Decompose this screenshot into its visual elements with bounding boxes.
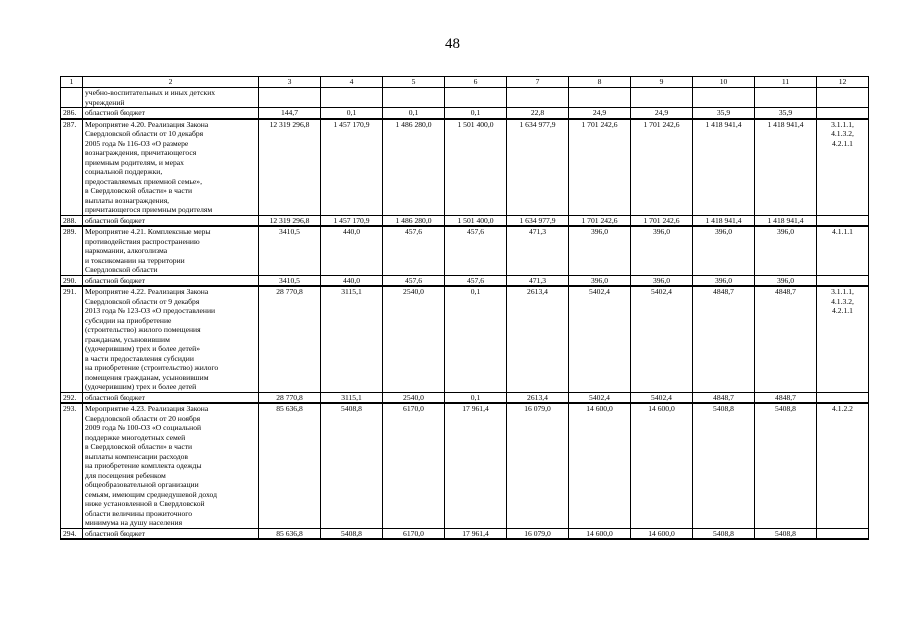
amount-cell <box>755 88 817 108</box>
amount-cell <box>631 88 693 108</box>
amount-cell: 1 501 400,0 <box>445 119 507 216</box>
amount-cell: 1 418 941,4 <box>693 119 755 216</box>
amount-cell: 5402,4 <box>631 392 693 403</box>
amount-cell: 17 961,4 <box>445 403 507 528</box>
budget-row <box>61 392 869 403</box>
amount-cell: 6170,0 <box>383 528 445 539</box>
row-number: 294. <box>61 528 83 539</box>
amount-cell: 1 634 977,9 <box>507 215 569 226</box>
amount-cell: 396,0 <box>693 226 755 275</box>
target-code <box>817 392 869 403</box>
amount-cell: 85 636,8 <box>259 403 321 528</box>
row-number <box>61 88 83 108</box>
amount-cell <box>507 88 569 108</box>
row-number: 293. <box>61 403 83 528</box>
amount-cell: 1 457 170,9 <box>321 119 383 216</box>
column-header: 6 <box>445 77 507 88</box>
row-description: областной бюджет <box>83 528 259 539</box>
amount-cell: 4848,7 <box>755 392 817 403</box>
amount-cell: 22,8 <box>507 108 569 119</box>
row-description: Мероприятие 4.20. Реализация Закона Свердловской области от 10 декабря 2005 года № 116-ОЗ «О размере вознаграждения, причитающегося приемным родителям, и мерах социальной поддержки, предоставляемых приемной семье», в Свердловской области» в части выплаты вознаграждения, причитающегося приемным родителям <box>83 119 259 216</box>
amount-cell: 5408,8 <box>693 403 755 528</box>
amount-cell: 1 634 977,9 <box>507 119 569 216</box>
row-number: 292. <box>61 392 83 403</box>
row-description: областной бюджет <box>83 215 259 226</box>
amount-cell: 16 079,0 <box>507 403 569 528</box>
amount-cell: 396,0 <box>693 275 755 286</box>
row-number: 288. <box>61 215 83 226</box>
target-code: 3.1.1.1, 4.1.3.2, 4.2.1.1 <box>817 286 869 392</box>
amount-cell: 16 079,0 <box>507 528 569 539</box>
target-code <box>817 528 869 539</box>
amount-cell: 2540,0 <box>383 392 445 403</box>
target-code: 3.1.1.1, 4.1.3.2, 4.2.1.1 <box>817 119 869 216</box>
amount-cell <box>259 88 321 108</box>
amount-cell: 0,1 <box>321 108 383 119</box>
row-description: Мероприятие 4.23. Реализация Закона Свердловской области от 20 ноября 2009 года № 100-ОЗ «О социальной поддержке многодетных семей в Свердловской области» в части выплаты компенсации расходов на приобретение комплекта одежды для посещения ребенком общеобразовательной организации семьям, имеющим среднедушевой доход ниже установленной в Свердловской области величины прожиточного минимума на душу населения <box>83 403 259 528</box>
budget-row <box>61 108 869 119</box>
amount-cell: 471,3 <box>507 226 569 275</box>
amount-cell: 3410,5 <box>259 226 321 275</box>
amount-cell: 14 600,0 <box>569 528 631 539</box>
target-code <box>817 108 869 119</box>
amount-cell: 396,0 <box>755 226 817 275</box>
amount-cell: 1 418 941,4 <box>693 215 755 226</box>
row-description: областной бюджет <box>83 275 259 286</box>
amount-cell <box>321 88 383 108</box>
amount-cell: 12 319 296,8 <box>259 215 321 226</box>
column-header: 7 <box>507 77 569 88</box>
amount-cell: 457,6 <box>445 275 507 286</box>
amount-cell: 1 418 941,4 <box>755 119 817 216</box>
amount-cell: 4848,7 <box>693 392 755 403</box>
row-description: областной бюджет <box>83 108 259 119</box>
target-code <box>817 275 869 286</box>
amount-cell: 35,9 <box>755 108 817 119</box>
column-number-header <box>61 77 869 88</box>
row-description: Мероприятие 4.22. Реализация Закона Свердловской области от 9 декабря 2013 года № 123-ОЗ «О предоставлении субсидии на приобретение (строительство) жилого помещения гражданам, усыновившим (удочерившим) трех и более детей» в части предоставления субсидии на приобретение (строительство) жилого помещения гражданам, усыновившим (удочерившим) трех и более детей <box>83 286 259 392</box>
column-header: 12 <box>817 77 869 88</box>
column-header: 10 <box>693 77 755 88</box>
amount-cell: 6170,0 <box>383 403 445 528</box>
amount-cell: 2540,0 <box>383 286 445 392</box>
amount-cell: 4848,7 <box>693 286 755 392</box>
amount-cell: 1 501 400,0 <box>445 215 507 226</box>
amount-cell: 3115,1 <box>321 392 383 403</box>
amount-cell: 24,9 <box>569 108 631 119</box>
amount-cell: 12 319 296,8 <box>259 119 321 216</box>
amount-cell: 5402,4 <box>569 392 631 403</box>
amount-cell: 4848,7 <box>755 286 817 392</box>
budget-row <box>61 528 869 539</box>
page-number: 48 <box>445 36 460 52</box>
target-code: 4.1.2.2 <box>817 403 869 528</box>
amount-cell: 396,0 <box>569 275 631 286</box>
amount-cell: 2613,4 <box>507 392 569 403</box>
amount-cell: 3115,1 <box>321 286 383 392</box>
budget-table <box>60 76 869 540</box>
target-code <box>817 88 869 108</box>
amount-cell: 1 701 242,6 <box>569 215 631 226</box>
amount-cell: 440,0 <box>321 275 383 286</box>
amount-cell: 1 457 170,9 <box>321 215 383 226</box>
amount-cell: 0,1 <box>383 108 445 119</box>
amount-cell: 396,0 <box>631 226 693 275</box>
amount-cell: 457,6 <box>445 226 507 275</box>
amount-cell <box>569 88 631 108</box>
row-number: 286. <box>61 108 83 119</box>
table-row <box>61 88 869 108</box>
amount-cell: 396,0 <box>755 275 817 286</box>
amount-cell: 5408,8 <box>755 403 817 528</box>
amount-cell: 1 486 280,0 <box>383 215 445 226</box>
amount-cell: 0,1 <box>445 286 507 392</box>
table-row <box>61 226 869 275</box>
amount-cell: 14 600,0 <box>631 403 693 528</box>
amount-cell: 5402,4 <box>631 286 693 392</box>
target-code <box>817 215 869 226</box>
amount-cell <box>383 88 445 108</box>
amount-cell: 24,9 <box>631 108 693 119</box>
amount-cell: 144,7 <box>259 108 321 119</box>
amount-cell: 1 701 242,6 <box>631 215 693 226</box>
amount-cell: 0,1 <box>445 392 507 403</box>
amount-cell <box>693 88 755 108</box>
amount-cell: 2613,4 <box>507 286 569 392</box>
column-header: 11 <box>755 77 817 88</box>
table-row <box>61 403 869 528</box>
row-description: областной бюджет <box>83 392 259 403</box>
amount-cell: 17 961,4 <box>445 528 507 539</box>
table-body <box>61 77 869 540</box>
amount-cell: 14 600,0 <box>569 403 631 528</box>
target-code: 4.1.1.1 <box>817 226 869 275</box>
amount-cell: 1 486 280,0 <box>383 119 445 216</box>
column-header: 5 <box>383 77 445 88</box>
amount-cell: 5408,8 <box>693 528 755 539</box>
amount-cell: 28 770,8 <box>259 286 321 392</box>
column-header: 1 <box>61 77 83 88</box>
amount-cell: 85 636,8 <box>259 528 321 539</box>
amount-cell: 0,1 <box>445 108 507 119</box>
row-number: 291. <box>61 286 83 392</box>
amount-cell: 14 600,0 <box>631 528 693 539</box>
column-header: 8 <box>569 77 631 88</box>
row-number: 289. <box>61 226 83 275</box>
budget-row <box>61 275 869 286</box>
row-number: 287. <box>61 119 83 216</box>
amount-cell: 396,0 <box>631 275 693 286</box>
amount-cell: 5408,8 <box>755 528 817 539</box>
amount-cell: 457,6 <box>383 226 445 275</box>
table-row <box>61 119 869 216</box>
amount-cell <box>445 88 507 108</box>
amount-cell: 5408,8 <box>321 528 383 539</box>
amount-cell: 28 770,8 <box>259 392 321 403</box>
amount-cell: 1 418 941,4 <box>755 215 817 226</box>
row-number: 290. <box>61 275 83 286</box>
amount-cell: 396,0 <box>569 226 631 275</box>
amount-cell: 457,6 <box>383 275 445 286</box>
budget-row <box>61 215 869 226</box>
column-header: 9 <box>631 77 693 88</box>
column-header: 4 <box>321 77 383 88</box>
amount-cell: 1 701 242,6 <box>631 119 693 216</box>
row-description: учебно-воспитательных и иных детских учреждений <box>83 88 259 108</box>
amount-cell: 1 701 242,6 <box>569 119 631 216</box>
amount-cell: 35,9 <box>693 108 755 119</box>
amount-cell: 471,3 <box>507 275 569 286</box>
table-row <box>61 286 869 392</box>
amount-cell: 5402,4 <box>569 286 631 392</box>
amount-cell: 440,0 <box>321 226 383 275</box>
row-description: Мероприятие 4.21. Комплексные меры противодействия распространению наркомании, алкоголизма и токсикомании на территории Свердловской области <box>83 226 259 275</box>
amount-cell: 5408,8 <box>321 403 383 528</box>
column-header: 2 <box>83 77 259 88</box>
column-header: 3 <box>259 77 321 88</box>
amount-cell: 3410,5 <box>259 275 321 286</box>
